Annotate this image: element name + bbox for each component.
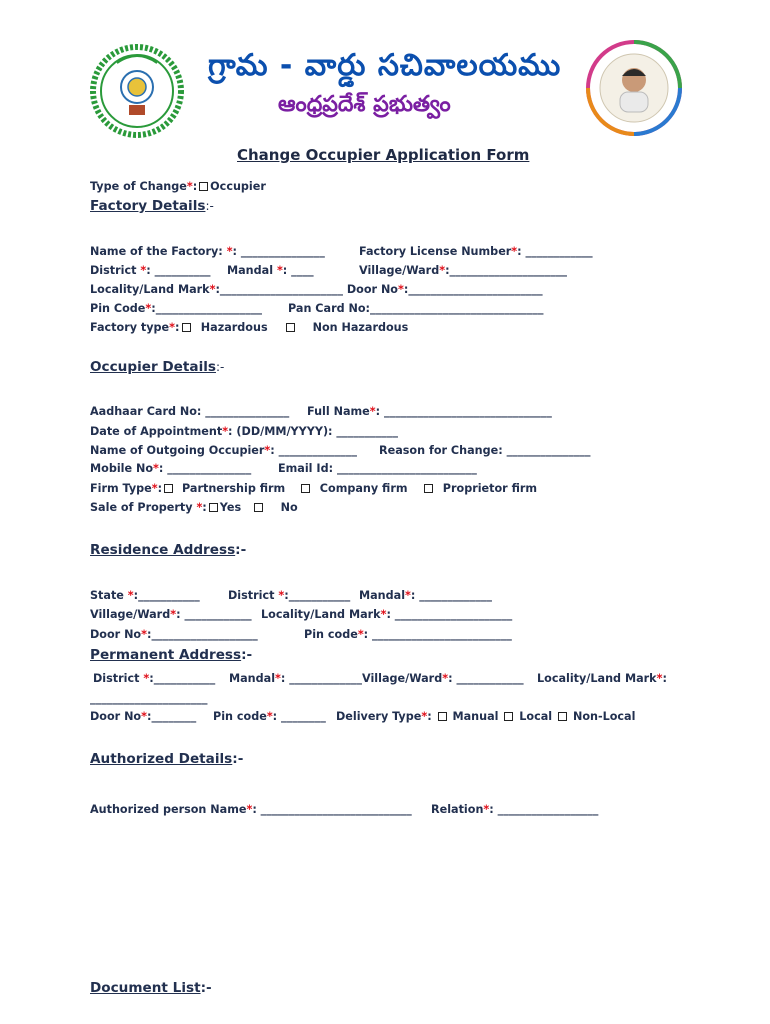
mobile-blank: : _______________: [158, 462, 252, 475]
permanent-address-suffix: :-: [241, 647, 253, 663]
required-star: *: [196, 501, 203, 514]
permanent-address-heading: [90, 647, 252, 663]
partnership-option[interactable]: Partnership firm: [182, 482, 286, 495]
mandal-label: Mandal: [227, 264, 277, 277]
factory-type-row: [90, 321, 180, 334]
village-blank: : ____________: [448, 672, 524, 685]
sale-label: Sale of Property: [90, 501, 197, 514]
occupier-option-label: Occupier: [210, 180, 266, 193]
full-name-label: Full Name: [307, 405, 370, 418]
firm-type-label: Firm Type: [90, 482, 152, 495]
permanent-district-field[interactable]: [93, 672, 215, 685]
company-option[interactable]: [299, 482, 408, 495]
factory-license-label: Factory License Number: [359, 245, 512, 258]
factory-license-field[interactable]: [359, 245, 593, 258]
firm-type-row: [90, 482, 175, 495]
factory-details-title: Factory Details: [90, 198, 206, 214]
required-star: *: [170, 608, 177, 621]
hazardous-option[interactable]: [180, 321, 268, 334]
relation-field[interactable]: [431, 803, 598, 816]
hazardous-checkbox[interactable]: [182, 323, 191, 332]
proprietor-checkbox[interactable]: [424, 484, 433, 493]
hazardous-label: Hazardous: [200, 321, 268, 334]
permanent-mandal-village-field[interactable]: [229, 672, 524, 685]
mobile-label: Mobile No: [90, 462, 154, 475]
pin-blank: :___________________: [151, 302, 263, 315]
full-name-blank: : ______________________________: [375, 405, 552, 418]
non-local-checkbox[interactable]: [558, 712, 567, 721]
locality-label: Locality/Land Mark: [90, 283, 210, 296]
factory-details-heading: [90, 198, 214, 214]
colon: :: [192, 180, 198, 193]
non-local-label: Non-Local: [572, 710, 636, 723]
required-star: *: [266, 710, 273, 723]
required-star: *: [246, 803, 253, 816]
sale-of-property-row: [90, 501, 241, 514]
form-title: Change Occupier Application Form: [237, 146, 530, 164]
relation-blank: : __________________: [489, 803, 599, 816]
required-star: *: [357, 628, 364, 641]
delivery-type-label: Delivery Type: [336, 710, 422, 723]
colon: :: [202, 501, 207, 514]
required-star: *: [442, 672, 449, 685]
residence-address-suffix: :-: [235, 542, 247, 558]
occupier-details-heading: [90, 359, 224, 375]
district-blank: :___________: [149, 672, 216, 685]
document-list-suffix: :-: [200, 980, 212, 996]
required-star: *: [278, 589, 285, 602]
required-star: *: [141, 628, 147, 641]
pin-label: Pin Code: [90, 302, 146, 315]
reason-for-change-field[interactable]: Reason for Change: _______________: [379, 444, 591, 457]
ap-state-emblem-logo: [87, 43, 187, 139]
residence-pin-field[interactable]: [304, 628, 512, 641]
required-star: *: [405, 589, 411, 602]
occupier-checkbox[interactable]: [199, 182, 208, 191]
colon: :: [427, 710, 432, 723]
company-label: Company firm: [319, 482, 408, 495]
required-star: *: [275, 672, 281, 685]
door-label: Door No: [90, 628, 142, 641]
factory-pan-field[interactable]: Pan Card No:_______________________________: [288, 302, 544, 315]
type-of-change-label: Type of Change: [90, 180, 187, 193]
required-star: *: [145, 302, 152, 315]
full-name-field[interactable]: [307, 405, 552, 418]
non-hazardous-option[interactable]: [284, 321, 408, 334]
required-star: *: [140, 264, 147, 277]
required-star: *: [439, 264, 446, 277]
required-star: *: [141, 710, 147, 723]
residence-state-field[interactable]: [90, 589, 200, 602]
doa-blank: : (DD/MM/YYYY): ___________: [228, 425, 398, 438]
locality-blank: : _____________________: [386, 608, 513, 621]
required-star: *: [151, 482, 158, 495]
factory-mandal-field[interactable]: [227, 264, 314, 277]
factory-name-label: Name of the Factory:: [90, 245, 227, 258]
required-star: *: [186, 180, 193, 193]
locality-label: Locality/Land Mark: [261, 608, 381, 621]
residence-locality-field[interactable]: [261, 608, 512, 621]
required-star: *: [222, 425, 229, 438]
residence-address-heading: [90, 542, 246, 558]
authorized-person-field[interactable]: [90, 803, 412, 816]
required-star: *: [398, 283, 404, 296]
mandal-blank: : _____________: [280, 672, 362, 685]
no-option[interactable]: [252, 501, 298, 514]
manual-checkbox[interactable]: [438, 712, 447, 721]
residence-district-field[interactable]: [228, 589, 350, 602]
residence-door-field[interactable]: [90, 628, 258, 641]
mandal-blank: : _____________: [410, 589, 492, 602]
required-star: *: [153, 462, 159, 475]
colon: :: [157, 482, 163, 495]
type-of-change-row: [90, 180, 266, 193]
relation-label: Relation: [431, 803, 484, 816]
mandal-label: Mandal: [359, 589, 406, 602]
district-label: District: [90, 264, 141, 277]
factory-locality-door-field[interactable]: [90, 283, 543, 296]
state-label: State: [90, 589, 128, 602]
no-label: No: [280, 501, 298, 514]
residence-village-field[interactable]: [90, 608, 252, 621]
document-list-title: Document List: [90, 980, 201, 996]
factory-type-label: Factory type: [90, 321, 170, 334]
district-label: District: [93, 672, 144, 685]
village-label: Village/Ward: [90, 608, 171, 621]
date-of-appointment-field[interactable]: [90, 425, 398, 438]
authorized-details-title: Authorized Details: [90, 751, 233, 767]
mobile-field[interactable]: [90, 462, 251, 475]
locality-label: Locality/Land Mark: [537, 672, 657, 685]
permanent-pin-field[interactable]: [213, 710, 326, 723]
authorized-details-suffix: :-: [232, 751, 244, 767]
mandal-blank: : ____: [282, 264, 314, 277]
required-star: *: [656, 672, 663, 685]
document-list-heading: [90, 980, 212, 996]
district-blank: :___________: [284, 589, 351, 602]
proprietor-option[interactable]: [422, 482, 537, 495]
required-star: *: [143, 672, 150, 685]
village-blank: :_____________________: [445, 264, 568, 277]
required-star: *: [226, 245, 233, 258]
residence-address-title: Residence Address: [90, 542, 236, 558]
state-blank: :___________: [133, 589, 200, 602]
firm-type-checkbox[interactable]: [164, 484, 173, 493]
non-hazardous-checkbox[interactable]: [286, 323, 295, 332]
permanent-locality-field[interactable]: [537, 672, 667, 685]
factory-details-suffix: :-: [205, 199, 214, 213]
required-star: *: [209, 283, 216, 296]
factory-pin-field[interactable]: [90, 302, 262, 315]
telugu-title: గ్రామ - వార్డు సచివాలయము: [208, 48, 562, 83]
pin-blank: : ________: [272, 710, 326, 723]
authorized-details-heading: [90, 751, 243, 767]
occupier-details-title: Occupier Details: [90, 359, 216, 375]
required-star: *: [169, 321, 176, 334]
outgoing-occupier-label: Name of Outgoing Occupier: [90, 444, 265, 457]
outgoing-occupier-blank: : ______________: [270, 444, 357, 457]
factory-name-field[interactable]: [90, 245, 325, 258]
required-star: *: [421, 710, 428, 723]
proprietor-label: Proprietor firm: [442, 482, 538, 495]
colon: :: [662, 672, 667, 685]
outgoing-occupier-field[interactable]: [90, 444, 357, 457]
telugu-subtitle: ఆంధ్రప్రదేశ్ ప్రభుత్వం: [278, 92, 451, 117]
doa-label: Date of Appointment: [90, 425, 223, 438]
permanent-address-title: Permanent Address: [90, 647, 242, 663]
pin-blank: : _________________________: [363, 628, 512, 641]
village-label: Village/Ward: [362, 672, 443, 685]
residence-mandal-field[interactable]: [359, 589, 492, 602]
district-blank: : __________: [146, 264, 211, 277]
district-label: District: [228, 589, 279, 602]
required-star: *: [127, 589, 134, 602]
village-blank: : ____________: [176, 608, 252, 621]
local-checkbox[interactable]: [504, 712, 513, 721]
required-star: *: [483, 803, 490, 816]
non-hazardous-label: Non Hazardous: [312, 321, 409, 334]
door-blank: :___________________: [146, 628, 258, 641]
yes-checkbox[interactable]: [209, 503, 218, 512]
pin-label: Pin code: [304, 628, 358, 641]
secretariat-badge-logo: [586, 40, 682, 136]
yes-label: Yes: [219, 501, 242, 514]
permanent-door-field[interactable]: [90, 710, 196, 723]
required-star: *: [276, 264, 283, 277]
aadhaar-field[interactable]: Aadhaar Card No: _______________: [90, 405, 290, 418]
authorized-person-blank: : ___________________________: [252, 803, 412, 816]
factory-village-field[interactable]: [359, 264, 567, 277]
colon: :: [175, 321, 180, 334]
door-blank: :________: [146, 710, 197, 723]
manual-label: Manual: [452, 710, 499, 723]
mandal-label: Mandal: [229, 672, 276, 685]
local-label: Local: [519, 710, 553, 723]
door-label: Door No: [90, 710, 142, 723]
required-star: *: [264, 444, 271, 457]
factory-district-field[interactable]: [90, 264, 211, 277]
no-checkbox[interactable]: [254, 503, 263, 512]
company-checkbox[interactable]: [301, 484, 310, 493]
occupier-details-suffix: :-: [215, 360, 225, 374]
locality-blank-door-label: :______________________ Door No: [215, 283, 398, 296]
required-star: *: [380, 608, 387, 621]
village-label: Village/Ward: [359, 264, 440, 277]
pin-label: Pin code: [213, 710, 267, 723]
permanent-locality-blank[interactable]: _____________________: [90, 692, 208, 705]
email-field[interactable]: Email Id: _________________________: [278, 462, 477, 475]
factory-license-blank: : ____________: [517, 245, 593, 258]
required-star: *: [511, 245, 518, 258]
authorized-person-label: Authorized person Name: [90, 803, 247, 816]
required-star: *: [369, 405, 376, 418]
delivery-type-row: [336, 710, 635, 723]
door-blank: :________________________: [403, 283, 543, 296]
factory-name-blank: : _______________: [232, 245, 325, 258]
